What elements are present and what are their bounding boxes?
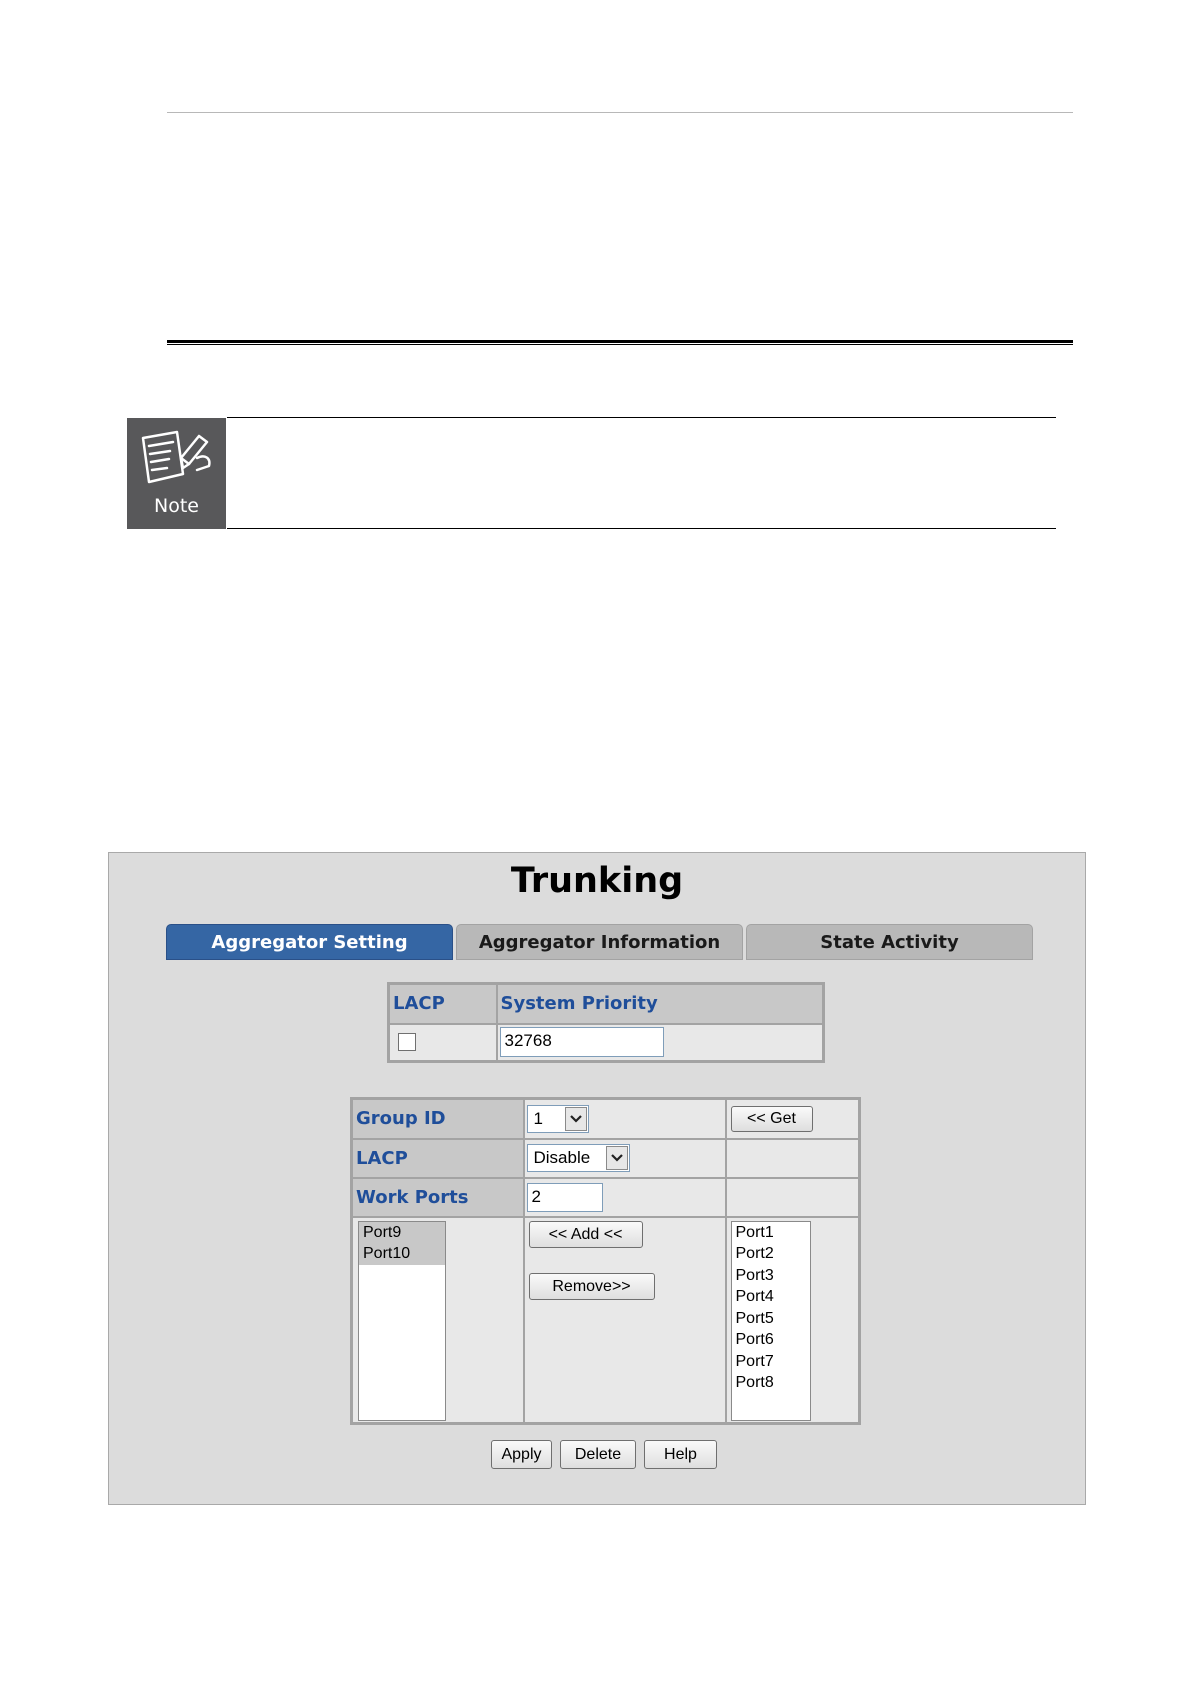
member-ports-listbox[interactable] — [358, 1221, 446, 1421]
lacp-select-cell — [524, 1139, 726, 1178]
list-item[interactable]: Port4 — [735, 1288, 774, 1305]
available-ports-cell — [726, 1217, 860, 1424]
list-item[interactable]: Port2 — [735, 1245, 774, 1262]
note-label: Note — [154, 495, 199, 517]
delete-button[interactable]: Delete — [560, 1440, 636, 1469]
apply-button[interactable]: Apply — [491, 1440, 552, 1469]
empty-cell — [726, 1178, 860, 1217]
work-ports-input[interactable]: 2 — [527, 1183, 603, 1212]
get-button-cell — [726, 1099, 860, 1139]
available-ports-listbox[interactable] — [731, 1221, 811, 1421]
system-priority-cell — [497, 1024, 824, 1062]
note-rule-bottom — [227, 528, 1056, 529]
work-ports-cell — [524, 1178, 726, 1217]
add-remove-cell — [524, 1217, 726, 1424]
group-id-select[interactable] — [527, 1105, 589, 1133]
lacp-select[interactable] — [527, 1144, 630, 1172]
group-settings-table — [350, 1097, 861, 1425]
add-button[interactable]: << Add << — [529, 1221, 643, 1248]
list-item[interactable]: Port1 — [735, 1223, 774, 1241]
get-button[interactable]: << Get — [731, 1106, 813, 1132]
list-item[interactable]: Port7 — [735, 1352, 774, 1370]
tab-state-activity[interactable]: State Activity — [746, 924, 1033, 960]
note-rule-top — [227, 417, 1056, 418]
lacp-select-value: Disable — [533, 1148, 591, 1167]
empty-cell — [726, 1139, 860, 1178]
note-pencil-icon — [137, 428, 217, 490]
page-title: Trunking — [510, 861, 684, 901]
system-priority-header: System Priority — [497, 984, 824, 1024]
section-divider — [167, 340, 1073, 345]
list-item[interactable]: Port8 — [735, 1374, 774, 1391]
chevron-down-icon — [565, 1107, 587, 1131]
help-button[interactable]: Help — [644, 1440, 717, 1469]
list-item[interactable]: Port3 — [735, 1266, 774, 1284]
list-item[interactable]: Port10 — [359, 1243, 445, 1265]
work-ports-label: Work Ports — [352, 1178, 524, 1217]
tab-aggregator-information[interactable]: Aggregator Information — [456, 924, 743, 960]
group-id-label: Group ID — [352, 1099, 524, 1139]
remove-button[interactable]: Remove>> — [529, 1273, 655, 1300]
group-id-cell — [524, 1099, 726, 1139]
tab-aggregator-setting[interactable]: Aggregator Setting — [166, 924, 453, 960]
system-priority-input[interactable]: 32768 — [500, 1027, 664, 1057]
chevron-down-icon — [606, 1146, 628, 1170]
lacp-checkbox-cell — [389, 1024, 497, 1062]
note-box — [127, 418, 226, 529]
list-item[interactable]: Port9 — [359, 1222, 445, 1244]
top-divider — [167, 112, 1073, 113]
lacp-header: LACP — [389, 984, 497, 1024]
list-item[interactable]: Port6 — [735, 1331, 774, 1348]
member-ports-cell — [352, 1217, 524, 1424]
lacp-checkbox[interactable] — [398, 1033, 416, 1051]
group-id-value: 1 — [533, 1108, 543, 1128]
lacp-label: LACP — [352, 1139, 524, 1178]
trunking-panel — [108, 852, 1086, 1505]
list-item[interactable]: Port5 — [735, 1309, 774, 1327]
lacp-priority-table — [387, 982, 825, 1063]
